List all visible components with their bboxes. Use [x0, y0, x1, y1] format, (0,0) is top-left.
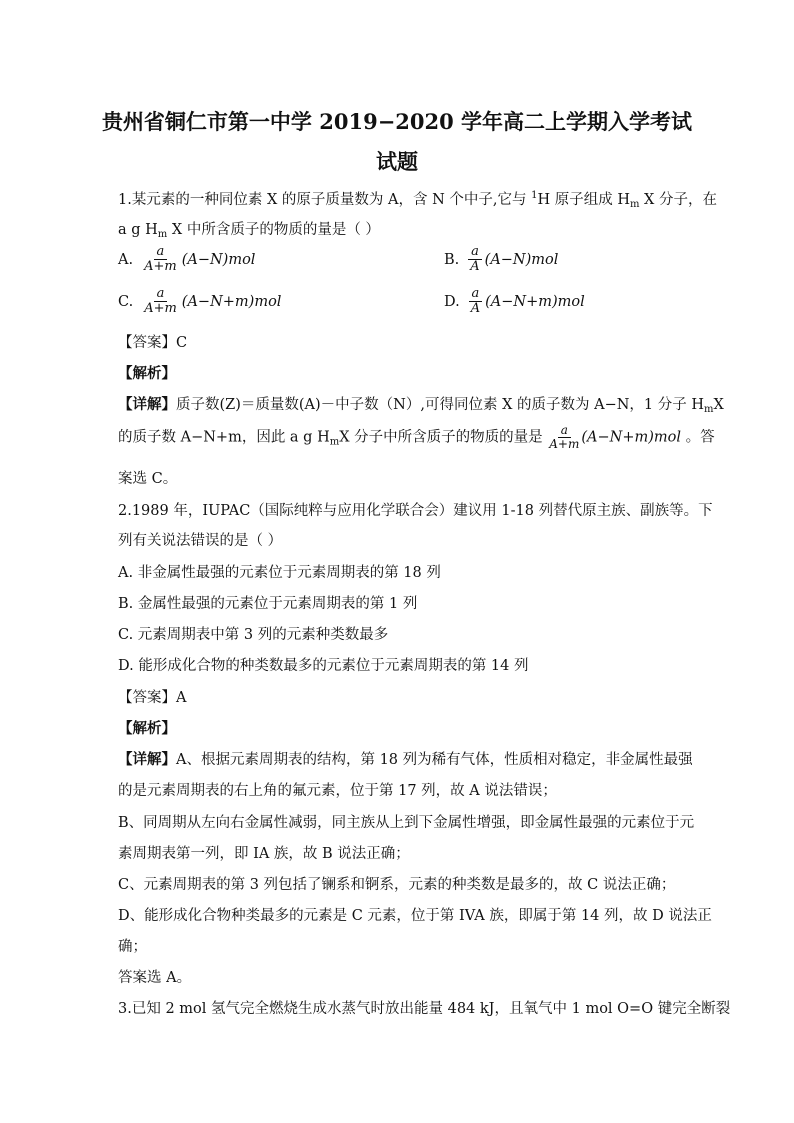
q1-option-c[interactable]: C. $\frac{a}{A+m}$ (A−N+m)mol [118, 286, 282, 317]
q1-stem-line-2: a g $H_m$ X 中所含质子的物质的量是（ ） [118, 222, 380, 240]
q2-detail-line-2: 的是元素周期表的右上角的氟元素，位于第 17 列，故 A 说法错误； [118, 783, 557, 799]
q2-detail-line-7: 确； [118, 939, 147, 955]
q2-detail-line-3: B、同周期从左向右金属性减弱，同主族从上到下金属性增强，即金属性最强的元素位于元 [118, 815, 695, 831]
q1-option-b[interactable]: B. $\frac{a}{A}$ (A−N)mol [444, 244, 559, 275]
q2-answer: 【答案】A [118, 690, 187, 706]
q2-option-d[interactable]: D. 能形成化合物的种类数最多的元素位于元素周期表的第 14 列 [118, 658, 529, 674]
title-line-1: 贵州省铜仁市第一中学 2019−2020 学年高二上学期入学考试 [101, 109, 693, 134]
q2-analysis-heading: 【解析】 [118, 720, 176, 737]
q1-analysis-heading: 【解析】 [118, 365, 176, 382]
q3-stem-line-1: 3.已知 2 mol 氢气完全燃烧生成水蒸气时放出能量 484 kJ，且氧气中 1 mol O=O 键完全断裂 [118, 1001, 731, 1017]
q2-detail-line-8: 答案选 A。 [118, 970, 192, 986]
q2-option-b[interactable]: B. 金属性最强的元素位于元素周期表的第 1 列 [118, 596, 418, 612]
q1-detail-line-3: 案选 C。 [118, 471, 178, 487]
title-line-2: 试题 [376, 149, 418, 174]
q1-detail-line-2: 的质子数 A−N+m，因此 a g $H_mX$ 分子中所含质子的物质的量是 $\frac{a}{A+m}$ (A−N+m)mol 。答 [118, 423, 715, 452]
q1-stem-line-1: 1.某元素的一种同位素 X 的原子质量数为 A，含 N 个中子,它与 $^1$H 原子组成 $H_m$ X 分子，在 [118, 190, 717, 210]
q1-option-d[interactable]: D. $\frac{a}{A}$ (A−N+m)mol [444, 286, 585, 317]
q2-stem-line-1: 2.1989 年，IUPAC（国际纯粹与应用化学联合会）建议用 1-18 列替代原主族、副族等。下 [118, 503, 713, 519]
q2-option-c[interactable]: C. 元素周期表中第 3 列的元素种类数最多 [118, 627, 389, 643]
q2-stem-line-2: 列有关说法错误的是（ ） [118, 533, 283, 549]
q2-detail-line-4: 素周期表第一列，即 IA 族，故 B 说法正确； [118, 846, 410, 862]
q1-detail-line-1: 【详解】质子数(Z)＝质量数(A)－中子数（N）,可得同位素 X 的质子数为 A−N，1 分子 $H_mX$ [118, 396, 724, 415]
q1-answer: 【答案】C [118, 335, 188, 351]
q2-option-a[interactable]: A. 非金属性最强的元素位于元素周期表的第 18 列 [118, 565, 441, 581]
q2-detail-line-5: C、元素周期表的第 3 列包括了镧系和锕系，元素的种类数是最多的，故 C 说法正确； [118, 877, 676, 893]
q2-detail-line-1: 【详解】A、根据元素周期表的结构，第 18 列为稀有气体，性质相对稳定，非金属性最强 [118, 751, 693, 768]
q1-option-a[interactable]: A. $\frac{a}{A+m}$ (A−N)mol [118, 244, 256, 275]
q2-detail-line-6: D、能形成化合物种类最多的元素是 C 元素，位于第 IVA 族，即属于第 14 列，故 D 说法正 [118, 908, 712, 924]
